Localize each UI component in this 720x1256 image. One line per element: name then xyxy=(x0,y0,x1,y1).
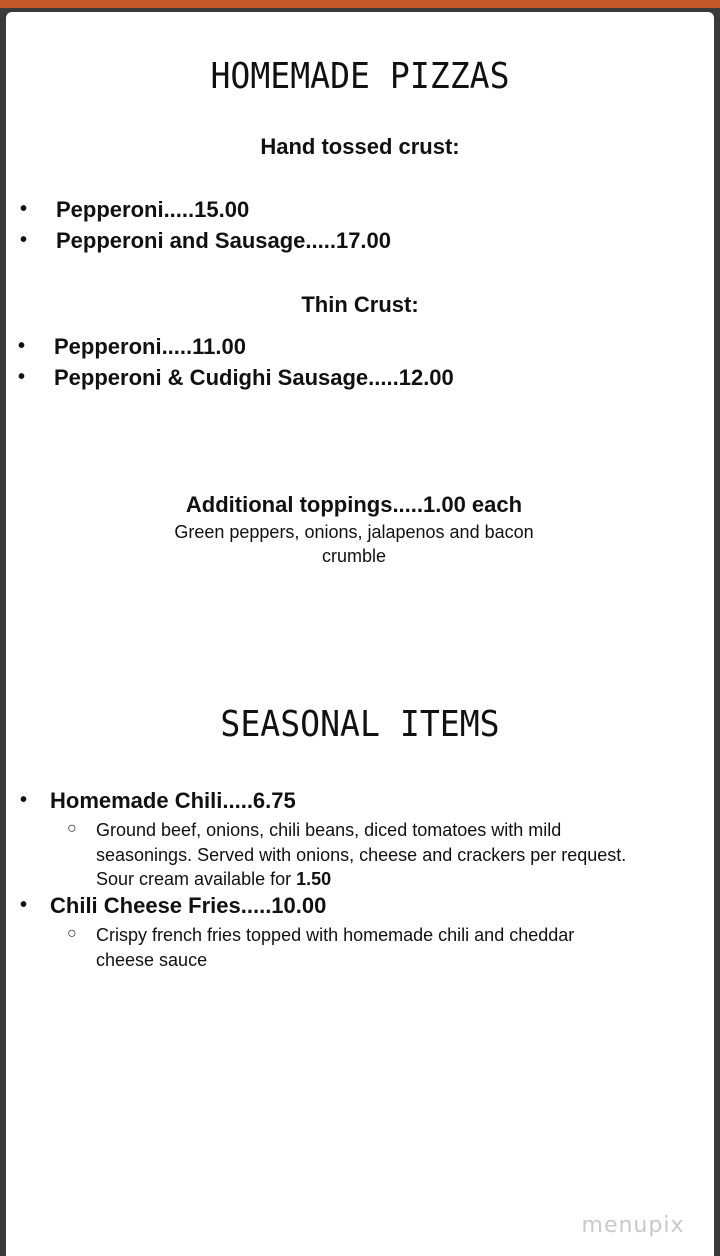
chili-desc-line-1: Ground beef, onions, chili beans, diced tomatoes with mild xyxy=(96,820,562,840)
circle-bullet-icon: ○ xyxy=(67,925,77,942)
chili-description xyxy=(96,818,626,892)
menu-item: Pepperoni & Cudighi Sausage.....12.00 xyxy=(54,365,454,390)
bullet-icon: • xyxy=(18,335,26,357)
pizzas-title: HOMEMADE PIZZAS xyxy=(210,56,510,97)
fries-description xyxy=(96,923,574,972)
bullet-icon: • xyxy=(20,198,28,220)
thin-crust-heading: Thin Crust: xyxy=(301,292,419,317)
top-accent-bar xyxy=(0,0,720,8)
chili-desc-line-3 xyxy=(96,867,626,892)
menupix-watermark: menupix xyxy=(558,1200,708,1252)
toppings-line-2: crumble xyxy=(321,546,387,566)
additional-toppings xyxy=(0,492,708,568)
hand-tossed-heading: Hand tossed crust: xyxy=(260,134,460,159)
menu-item: Pepperoni.....11.00 xyxy=(54,334,246,359)
bullet-icon: • xyxy=(20,894,28,916)
menu-page xyxy=(6,12,714,1256)
toppings-heading: Additional toppings.....1.00 each xyxy=(185,492,523,517)
menu-item: Pepperoni.....15.00 xyxy=(56,197,250,222)
toppings-line-1: Green peppers, onions, jalapenos and bacon xyxy=(174,522,534,542)
chili-desc-line-2: seasonings. Served with onions, cheese and crackers per request. xyxy=(96,844,627,865)
seasonal-title: SEASONAL ITEMS xyxy=(220,704,500,745)
seasonal-item-name: Chili Cheese Fries.....10.00 xyxy=(50,893,327,918)
seasonal-item-name: Homemade Chili.....6.75 xyxy=(50,788,296,813)
sour-cream-text: Sour cream available for xyxy=(96,869,297,889)
bullet-icon: • xyxy=(20,229,28,251)
circle-bullet-icon: ○ xyxy=(67,820,77,837)
fries-desc-line-1: Crispy french fries topped with homemade chili and cheddar xyxy=(96,925,575,945)
fries-desc-line-2: cheese sauce xyxy=(96,949,208,970)
bullet-icon: • xyxy=(20,789,28,811)
menu-item: Pepperoni and Sausage.....17.00 xyxy=(56,228,392,253)
bullet-icon: • xyxy=(18,366,26,388)
sour-cream-price: 1.50 xyxy=(296,869,332,889)
